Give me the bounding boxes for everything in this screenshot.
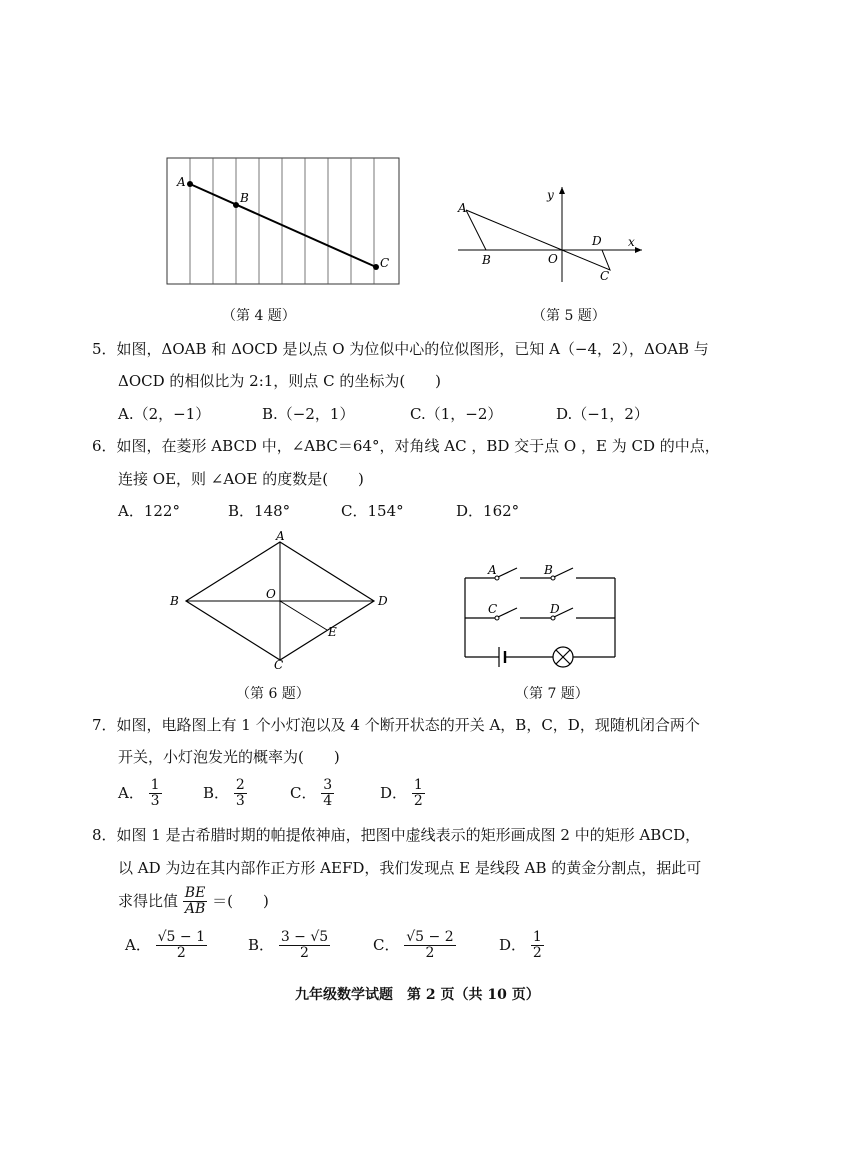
q5-stem-line2: ΔOCD 的相似比为 2:1，则点 C 的坐标为( ) (118, 372, 442, 390)
q7-option-b-den: 3 (235, 793, 245, 810)
q8-option-c-den: 2 (425, 945, 435, 962)
fig5-label-o: O (548, 252, 558, 266)
q5-option-c: C.（1，−2） (410, 405, 503, 423)
fig5-label-d: D (592, 234, 602, 248)
q8-option-a-den: 2 (176, 945, 186, 962)
q7-option-a-letter: A． (118, 783, 144, 802)
fig7-label-d: D (550, 602, 560, 616)
figure-5 (450, 182, 650, 292)
fig6-label-d: D (378, 594, 388, 608)
q6-stem-line2: 连接 OE，则 ∠AOE 的度数是( ) (118, 470, 364, 488)
fig7-label-c: C (488, 602, 498, 616)
fig6-caption: （第 6 题） (236, 686, 310, 702)
q7-stem-line2: 开关，小灯泡发光的概率为( ) (118, 748, 340, 766)
q8-option-b-fraction (279, 930, 330, 962)
q8-option-d-den: 2 (532, 945, 542, 962)
fig5-label-x: x (628, 235, 635, 249)
fig5-label-a: A (458, 201, 467, 215)
q8-stem-line1: 8．如图 1 是古希腊时期的帕提侬神庙，把图中虚线表示的矩形画成图 2 中的矩形 ABCD， (92, 826, 701, 844)
q5-option-d: D.（−1，2） (556, 405, 649, 423)
q8-option-c-letter: C． (373, 935, 400, 954)
fig4-label-c: C (380, 256, 390, 270)
q8-option-d-letter: D． (499, 935, 527, 954)
q8-option-a (125, 930, 207, 962)
q7-option-a-num: 1 (150, 777, 160, 793)
q8-ratio-fraction (183, 886, 208, 918)
q7-option-b-num: 2 (235, 777, 245, 793)
q8-ratio-den: AB (184, 901, 206, 918)
q6-option-a: A．122° (118, 502, 180, 520)
fig5-label-b: B (482, 253, 491, 267)
q8-option-c-num: √5 − 2 (406, 929, 454, 945)
fig5-label-c: C (600, 269, 610, 283)
fig4-label-b: B (240, 191, 249, 205)
q6-stem-line1: 6．如图，在菱形 ABCD 中，∠ABC＝64°，对角线 AC ，BD 交于点 O ，E 为 CD 的中点， (92, 437, 720, 455)
q8-option-d-fraction (531, 930, 544, 962)
fig5-caption: （第 5 题） (532, 308, 606, 324)
q6-option-b: B．148° (228, 502, 291, 520)
q8-option-a-num: √5 − 1 (157, 929, 205, 945)
q7-option-b-fraction (234, 778, 247, 810)
q7-option-b (203, 778, 247, 810)
q8-option-b-letter: B． (248, 935, 275, 954)
figure-4 (160, 150, 410, 290)
fig6-label-c: C (274, 658, 284, 670)
q8-option-d-num: 1 (532, 929, 542, 945)
q8-option-a-fraction (156, 930, 207, 962)
q8-option-c (373, 930, 456, 962)
q8-stem-line3-prefix: 求得比值 (118, 891, 179, 910)
fig6-label-b: B (170, 594, 179, 608)
q8-stem-line3 (118, 886, 269, 918)
q8-option-a-letter: A． (125, 935, 151, 954)
figure-6 (160, 530, 400, 670)
q7-option-c-den: 4 (323, 793, 333, 810)
q7-option-a (118, 778, 162, 810)
fig6-label-e: E (328, 625, 337, 639)
q8-ratio-num: BE (184, 885, 206, 901)
q8-stem-line2: 以 AD 为边在其内部作正方形 AEFD，我们发现点 E 是线段 AB 的黄金分割点，据此可 (118, 859, 702, 877)
fig7-caption: （第 7 题） (515, 686, 589, 702)
q6-option-c: C．154° (341, 502, 404, 520)
q7-stem-line1: 7．如图，电路图上有 1 个小灯泡以及 4 个断开状态的开关 A，B，C，D，现随机闭合两个 (92, 716, 700, 734)
q7-option-d-den: 2 (413, 793, 423, 810)
q8-option-c-fraction (404, 930, 455, 962)
q7-option-d-num: 1 (413, 777, 423, 793)
fig6-label-a: A (276, 530, 285, 543)
fig7-label-b: B (544, 563, 553, 577)
q6-option-d: D．162° (456, 502, 520, 520)
q5-option-b: B.（−2，1） (262, 405, 355, 423)
q8-option-b-den: 2 (300, 945, 309, 962)
figure-7 (455, 560, 625, 672)
q8-option-d (499, 930, 544, 962)
q8-option-b-num: 3 − √5 (280, 929, 329, 945)
q7-option-b-letter: B． (203, 783, 230, 802)
page-footer: 九年级数学试题 第 2 页（共 10 页） (295, 987, 540, 1003)
fig4-label-a: A (177, 175, 186, 189)
q7-option-d-fraction (412, 778, 425, 810)
q8-stem-line3-suffix: ＝( ) (212, 891, 269, 910)
fig7-label-a: A (488, 563, 497, 577)
q8-option-b (248, 930, 330, 962)
q7-option-c-letter: C． (290, 783, 317, 802)
q7-option-c (290, 778, 334, 810)
q5-option-a: A.（2，−1） (118, 405, 211, 423)
q7-option-d-letter: D． (380, 783, 408, 802)
fig4-caption: （第 4 题） (222, 308, 296, 324)
q7-option-a-den: 3 (150, 793, 160, 810)
q7-option-d (380, 778, 425, 810)
q5-stem-line1: 5．如图，ΔOAB 和 ΔOCD 是以点 O 为位似中心的位似图形，已知 A（−4，2），ΔOAB 与 (92, 340, 709, 358)
fig6-label-o: O (266, 587, 276, 601)
q7-option-c-num: 3 (323, 777, 333, 793)
q7-option-c-fraction (321, 778, 334, 810)
fig5-label-y: y (547, 188, 554, 202)
q7-option-a-fraction (149, 778, 162, 810)
